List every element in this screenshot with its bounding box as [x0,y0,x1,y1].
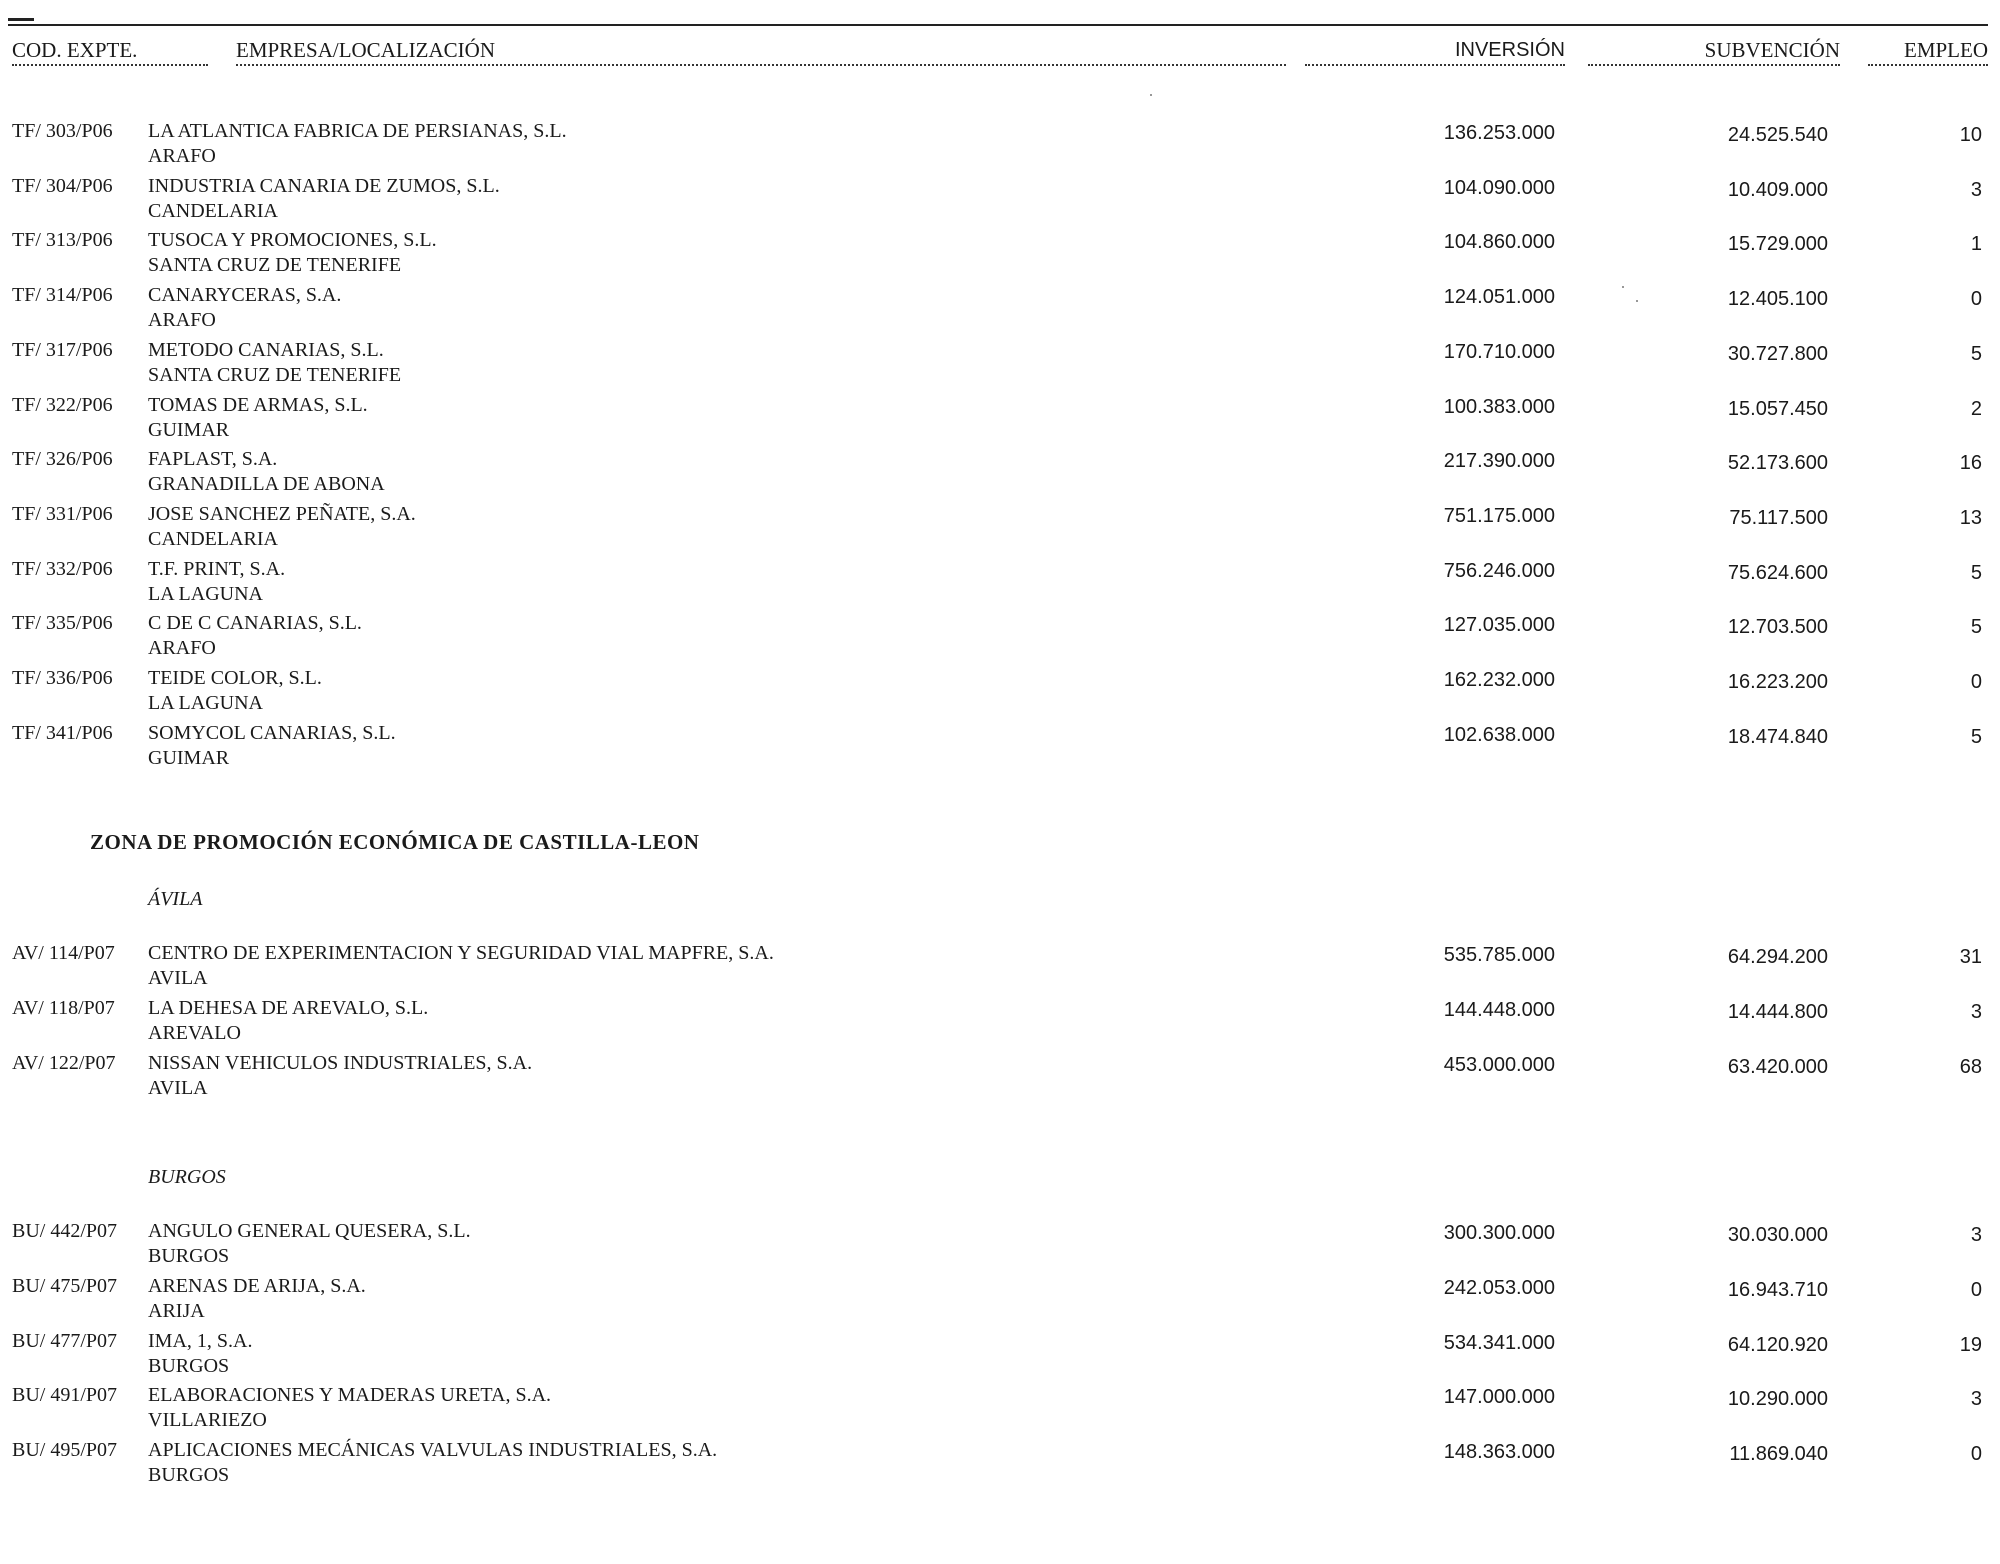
expediente-code: TF/ 331/P06 [12,502,113,525]
company-location: BURGOS [148,1245,230,1267]
subvencion-value: 75.117.500 [1729,506,1828,529]
empleo-value: 0 [1970,1443,1982,1466]
subvencion-value: 64.294.200 [1727,946,1828,968]
company-name: METODO CANARIAS, S.L. [148,338,384,361]
empleo-value: 5 [1970,616,1982,639]
inversion-value: 136.253.000 [1443,122,1555,144]
company-name: INDUSTRIA CANARIA DE ZUMOS, S.L. [148,174,500,197]
header-cod-expte: COD. EXPTE. [12,38,208,66]
company-location: ARAFO [148,309,216,332]
inversion-value: 162.232.000 [1443,669,1555,691]
company-location: ARIJA [148,1299,205,1322]
subvencion-value: 15.729.000 [1727,233,1828,256]
inversion-value: 144.448.000 [1443,999,1555,1021]
subvencion-value: 52.173.600 [1727,452,1828,475]
header-empleo: EMPLEO [1868,38,1988,66]
company-name: CANARYCERAS, S.A. [148,284,342,307]
subvencion-value: 75.624.600 [1727,561,1828,584]
table-row [0,940,2000,994]
company-location: SANTA CRUZ DE TENERIFE [148,254,402,277]
inversion-value: 170.710.000 [1443,340,1555,363]
subvencion-value: 10.290.000 [1727,1388,1828,1411]
inversion-value: 147.000.000 [1443,1386,1555,1409]
expediente-code: TF/ 326/P06 [12,448,113,471]
empleo-value: 13 [1959,506,1982,529]
company-name: CENTRO DE EXPERIMENTACION Y SEGURIDAD VIAL MAPFRE, S.A. [148,942,774,964]
subvencion-value: 10.409.000 [1727,178,1828,201]
company-location: CANDELARIA [148,527,278,550]
subvencion-value: 11.869.040 [1729,1443,1828,1466]
company-location: VILLARIEZO [148,1409,267,1432]
company-location: AVILA [148,967,208,989]
inversion-value: 104.090.000 [1443,176,1555,199]
company-location: BURGOS [148,1354,230,1377]
expediente-code: TF/ 313/P06 [12,229,113,252]
table-row [0,173,2000,227]
company-location: GUIMAR [148,418,230,441]
empleo-value: 16 [1959,452,1982,475]
expediente-code: TF/ 317/P06 [12,338,113,361]
header-inversion: INVERSIÓN [1305,38,1565,66]
top-rule [8,24,1988,26]
table-row [0,610,2000,664]
expediente-code: AV/ 122/P07 [12,1052,116,1074]
empleo-value: 5 [1970,561,1982,584]
expediente-code: AV/ 114/P07 [12,942,115,964]
subvencion-value: 12.703.500 [1727,616,1828,639]
expediente-code: TF/ 335/P06 [12,612,113,635]
company-location: ARAFO [148,637,216,660]
expediente-code: TF/ 314/P06 [12,284,113,307]
company-name: LA DEHESA DE AREVALO, S.L. [148,997,429,1019]
expediente-code: BU/ 491/P07 [12,1384,118,1407]
table-row [0,282,2000,336]
company-name: C DE C CANARIAS, S.L. [148,612,362,635]
table-row [0,227,2000,281]
scan-speck [1636,300,1638,302]
company-location: GUIMAR [148,746,230,769]
subvencion-value: 30.727.800 [1727,342,1828,365]
subvencion-value: 16.223.200 [1727,671,1828,693]
inversion-value: 534.341.000 [1443,1331,1555,1354]
table-row [0,1382,2000,1436]
empleo-value: 10 [1959,124,1982,146]
company-name: TUSOCA Y PROMOCIONES, S.L. [148,229,437,252]
company-name: TOMAS DE ARMAS, S.L. [148,393,368,416]
header-empresa: EMPRESA/LOCALIZACIÓN [236,38,1286,66]
expediente-code: BU/ 475/P07 [12,1274,118,1297]
inversion-value: 102.638.000 [1443,723,1555,746]
province-avila-title: ÁVILA [148,888,203,910]
company-name: APLICACIONES MECÁNICAS VALVULAS INDUSTRIALES, S.A. [148,1439,718,1462]
company-location: AVILA [148,1077,208,1099]
table-row [0,1218,2000,1272]
inversion-value: 127.035.000 [1443,614,1555,637]
company-location: AREVALO [148,1022,241,1044]
subvencion-value: 63.420.000 [1727,1056,1828,1078]
inversion-value: 535.785.000 [1443,944,1555,966]
inversion-value: 242.053.000 [1443,1276,1555,1299]
scan-speck [1150,94,1152,96]
company-name: JOSE SANCHEZ PEÑATE, S.A. [148,502,416,525]
subvencion-value: 16.943.710 [1727,1278,1828,1301]
empleo-value: 31 [1959,946,1982,968]
inversion-value: 124.051.000 [1443,286,1555,309]
expediente-code: TF/ 336/P06 [12,667,113,689]
company-location: ARAFO [148,145,216,167]
table-row [0,118,2000,172]
top-mark [8,18,34,21]
inversion-value: 217.390.000 [1443,450,1555,473]
empleo-value: 0 [1970,1278,1982,1301]
subvencion-value: 12.405.100 [1727,288,1828,311]
inversion-value: 300.300.000 [1443,1222,1555,1244]
inversion-value: 756.246.000 [1443,559,1555,582]
scan-speck [1622,286,1624,288]
company-location: LA LAGUNA [148,582,263,605]
inversion-value: 751.175.000 [1443,504,1555,527]
zone-title: ZONA DE PROMOCIÓN ECONÓMICA DE CASTILLA-LEON [90,830,700,854]
empleo-value: 3 [1970,1001,1982,1023]
inversion-value: 148.363.000 [1443,1441,1555,1464]
subvencion-value: 24.525.540 [1727,124,1828,146]
header-subvencion: SUBVENCIÓN [1588,38,1840,66]
company-name: IMA, 1, S.A. [148,1329,253,1352]
company-name: TEIDE COLOR, S.L. [148,667,322,689]
table-row [0,1328,2000,1382]
company-location: BURGOS [148,1464,230,1487]
table-row [0,1273,2000,1327]
company-location: LA LAGUNA [148,692,263,714]
table-row [0,501,2000,555]
empleo-value: 68 [1959,1056,1982,1078]
expediente-code: BU/ 477/P07 [12,1329,118,1352]
company-name: NISSAN VEHICULOS INDUSTRIALES, S.A. [148,1052,533,1074]
expediente-code: TF/ 322/P06 [12,393,113,416]
table-row [0,995,2000,1049]
table-row [0,392,2000,446]
inversion-value: 100.383.000 [1443,395,1555,418]
table-row [0,556,2000,610]
subvencion-value: 18.474.840 [1727,725,1828,748]
expediente-code: BU/ 442/P07 [12,1220,118,1242]
empleo-value: 3 [1970,1224,1982,1246]
table-row [0,720,2000,774]
company-location: CANDELARIA [148,199,278,222]
company-name: ANGULO GENERAL QUESERA, S.L. [148,1220,471,1242]
inversion-value: 453.000.000 [1443,1054,1555,1076]
table-row [0,665,2000,719]
company-location: SANTA CRUZ DE TENERIFE [148,363,402,386]
table-row [0,1050,2000,1104]
empleo-value: 3 [1970,1388,1982,1411]
expediente-code: TF/ 332/P06 [12,557,113,580]
empleo-value: 0 [1970,671,1982,693]
empleo-value: 3 [1970,178,1982,201]
company-location: GRANADILLA DE ABONA [148,473,385,496]
expediente-code: TF/ 303/P06 [12,120,113,142]
empleo-value: 5 [1970,725,1982,748]
company-name: FAPLAST, S.A. [148,448,278,471]
empleo-value: 2 [1970,397,1982,420]
empleo-value: 19 [1959,1333,1982,1356]
subvencion-value: 15.057.450 [1727,397,1828,420]
company-name: ELABORACIONES Y MADERAS URETA, S.A. [148,1384,552,1407]
province-burgos-title: BURGOS [148,1166,226,1188]
company-name: ARENAS DE ARIJA, S.A. [148,1274,366,1297]
empleo-value: 1 [1970,233,1982,256]
inversion-value: 104.860.000 [1443,231,1555,254]
subvencion-value: 64.120.920 [1727,1333,1828,1356]
table-row [0,446,2000,500]
table-row [0,1437,2000,1491]
company-name: SOMYCOL CANARIAS, S.L. [148,721,396,744]
expediente-code: TF/ 304/P06 [12,174,113,197]
table-row [0,337,2000,391]
subvencion-value: 30.030.000 [1727,1224,1828,1246]
company-name: T.F. PRINT, S.A. [148,557,286,580]
empleo-value: 0 [1970,288,1982,311]
expediente-code: TF/ 341/P06 [12,721,113,744]
expediente-code: BU/ 495/P07 [12,1439,118,1462]
expediente-code: AV/ 118/P07 [12,997,115,1019]
company-name: LA ATLANTICA FABRICA DE PERSIANAS, S.L. [148,120,567,142]
empleo-value: 5 [1970,342,1982,365]
subvencion-value: 14.444.800 [1727,1001,1828,1023]
